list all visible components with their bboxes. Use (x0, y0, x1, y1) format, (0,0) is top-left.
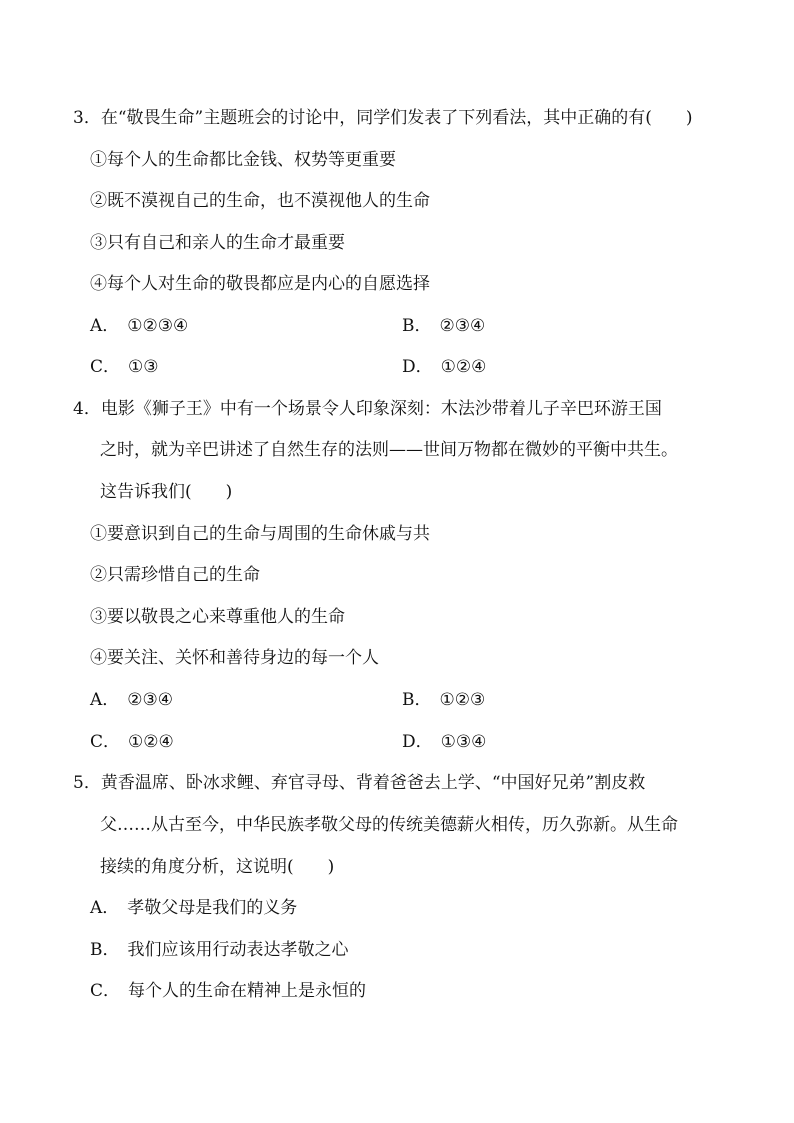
option-text: ①③ (128, 357, 159, 377)
question-3-statement-2: ②既不漠视自己的生命，也不漠视他人的生命 (90, 191, 430, 211)
question-3-statement-1: ①每个人的生命都比金钱、权势等更重要 (90, 150, 396, 170)
option-text: ②③④ (439, 316, 486, 336)
question-5-option-b (90, 938, 349, 962)
question-4-statement-1: ①要意识到自己的生命与周围的生命休戚与共 (90, 524, 430, 544)
question-3-option-b (402, 314, 485, 338)
question-4-stem-line-3: 这告诉我们( ) (100, 482, 233, 502)
option-text: ①②④ (440, 357, 487, 377)
option-text: ①②③④ (127, 316, 189, 336)
option-letter: D． (402, 732, 433, 752)
option-text: ①②③ (439, 690, 486, 710)
option-text: 每个人的生命在精神上是永恒的 (128, 981, 367, 1001)
question-3-statement-3: ③只有自己和亲人的生命才最重要 (90, 233, 345, 253)
question-4-statement-4: ④要关注、关怀和善待身边的每一个人 (90, 648, 379, 668)
question-5-option-c (90, 979, 366, 1003)
question-3-option-d (402, 355, 486, 379)
option-text: 孝敬父母是我们的义务 (127, 898, 298, 918)
option-letter: C． (90, 357, 121, 377)
question-4-option-a (90, 688, 173, 712)
question-3-option-c (90, 355, 159, 379)
question-3-option-a (90, 314, 188, 338)
question-5-stem-line-2: 父……从古至今，中华民族孝敬父母的传统美德薪火相传，历久弥新。从生命 (100, 815, 678, 835)
question-4-option-b (402, 688, 485, 712)
option-letter: B． (402, 316, 432, 336)
question-3-stem: 3．在“敬畏生命”主题班会的讨论中，同学们发表了下列看法，其中正确的有( ) (73, 108, 693, 128)
option-letter: D． (402, 357, 433, 377)
question-4-stem-line-2: 之时，就为辛巴讲述了自然生存的法则——世间万物都在微妙的平衡中共生。 (100, 440, 678, 460)
option-letter: A． (90, 690, 120, 710)
question-5-stem-line-3: 接续的角度分析，这说明( ) (100, 857, 335, 877)
option-text: ②③④ (127, 690, 174, 710)
option-text: ①③④ (440, 732, 487, 752)
option-letter: B． (90, 940, 120, 960)
option-letter: B． (402, 690, 432, 710)
question-4-statement-2: ②只需珍惜自己的生命 (90, 565, 260, 585)
option-letter: A． (90, 316, 120, 336)
question-4-stem-line-1: 4．电影《狮子王》中有一个场景令人印象深刻：木法沙带着儿子辛巴环游王国 (73, 399, 662, 419)
question-4-option-d (402, 730, 486, 754)
question-5-stem-line-1: 5．黄香温席、卧冰求鲤、弃官寻母、背着爸爸去上学、“中国好兄弟”割皮救 (73, 773, 646, 793)
option-text: 我们应该用行动表达孝敬之心 (127, 940, 349, 960)
question-5-option-a (90, 896, 297, 920)
option-letter: C． (90, 732, 121, 752)
option-letter: C． (90, 981, 121, 1001)
question-4-statement-3: ③要以敬畏之心来尊重他人的生命 (90, 607, 345, 627)
question-4-option-c (90, 730, 174, 754)
option-text: ①②④ (128, 732, 174, 752)
question-3-statement-4: ④每个人对生命的敬畏都应是内心的自愿选择 (90, 274, 430, 294)
option-letter: A． (90, 898, 120, 918)
